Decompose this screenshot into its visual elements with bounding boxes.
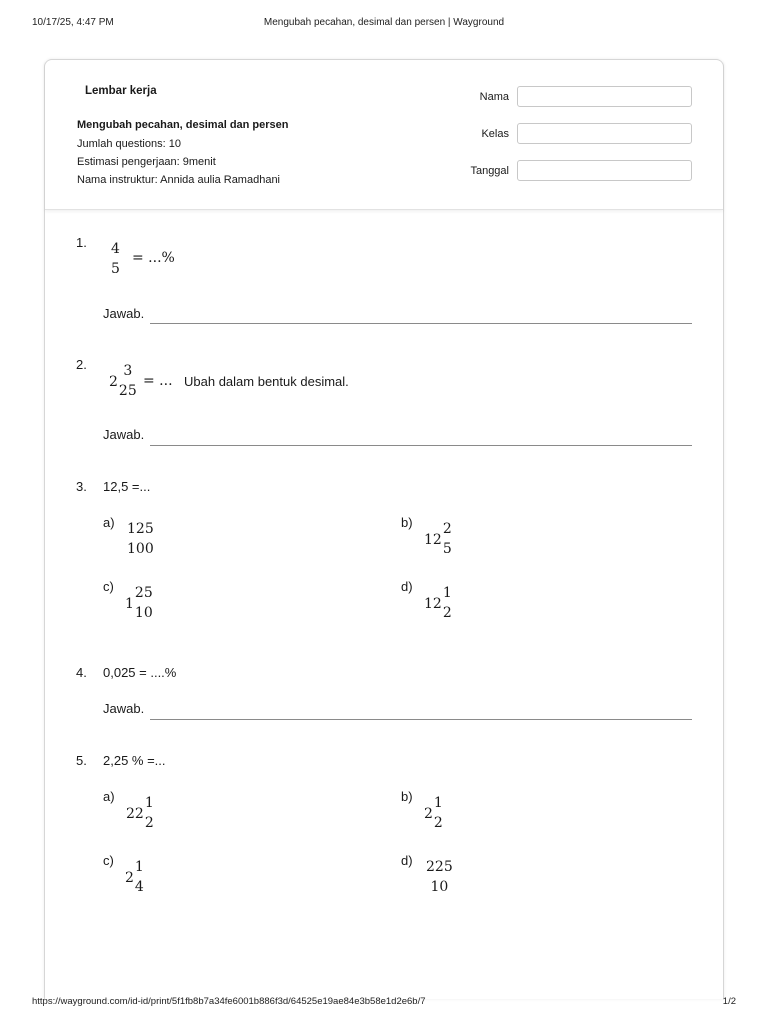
estimated-time: Estimasi pengerjaan: 9menit xyxy=(77,156,216,168)
question-3-number: 3. xyxy=(76,479,87,494)
question-1-expression: = ...% xyxy=(132,250,175,266)
questions-count: Jumlah questions: 10 xyxy=(77,138,181,150)
worksheet-title: Mengubah pecahan, desimal dan persen xyxy=(77,119,289,131)
question-1-fraction xyxy=(111,239,120,279)
fraction-numerator: 1 xyxy=(134,859,144,875)
question-1-answer-label: Jawab. xyxy=(103,306,145,321)
question-4-number: 4. xyxy=(76,665,87,680)
question-2-answer-line[interactable] xyxy=(150,445,692,446)
question-3-option-c-letter[interactable]: c) xyxy=(103,579,114,594)
print-header xyxy=(0,17,768,31)
date-label: Tanggal xyxy=(470,165,509,177)
question-4-answer-line[interactable] xyxy=(150,719,692,720)
question-5-option-b-letter[interactable]: b) xyxy=(401,789,413,804)
question-5-number: 5. xyxy=(76,753,87,768)
question-3-option-a-letter[interactable]: a) xyxy=(103,515,115,530)
question-4-text: 0,025 = ....% xyxy=(103,665,177,680)
fraction-numerator: 125 xyxy=(127,521,154,537)
fraction-numerator: 4 xyxy=(111,241,120,257)
fraction-denominator: 10 xyxy=(134,605,153,621)
question-2-expression: = ... xyxy=(143,373,173,389)
fraction-numerator: 1 xyxy=(144,795,154,811)
question-3-option-b-value[interactable] xyxy=(424,519,452,559)
question-3-option-a-value[interactable] xyxy=(127,519,154,559)
print-page-number: 1/2 xyxy=(722,996,736,1007)
fraction-numerator: 225 xyxy=(426,859,453,875)
question-3-text: 12,5 =... xyxy=(103,479,151,494)
print-page-title: Mengubah pecahan, desimal dan persen | Wayground xyxy=(263,17,505,28)
fraction-numerator: 2 xyxy=(442,521,452,537)
fraction-numerator: 3 xyxy=(123,363,133,379)
fraction-whole: 12 xyxy=(424,596,442,612)
worksheet-card xyxy=(44,59,724,999)
fraction-whole: 22 xyxy=(126,806,144,822)
fraction-numerator: 1 xyxy=(442,585,452,601)
worksheet-label: Lembar kerja xyxy=(85,85,157,97)
question-2-answer-label: Jawab. xyxy=(103,427,145,442)
question-5-option-b-value[interactable] xyxy=(424,793,443,833)
question-1-number: 1. xyxy=(76,235,87,250)
question-5-option-c-letter[interactable]: c) xyxy=(103,853,114,868)
fraction-numerator: 1 xyxy=(433,795,443,811)
fraction-denominator: 10 xyxy=(430,879,449,895)
class-field[interactable] xyxy=(517,123,692,144)
question-5-option-a-letter[interactable]: a) xyxy=(103,789,115,804)
fraction-denominator: 2 xyxy=(433,815,443,831)
date-field[interactable] xyxy=(517,160,692,181)
fraction-denominator: 5 xyxy=(442,541,452,557)
fraction-denominator: 4 xyxy=(134,879,144,895)
fraction-whole: 2 xyxy=(424,806,433,822)
fraction-numerator: 25 xyxy=(134,585,153,601)
fraction-denominator: 2 xyxy=(144,815,154,831)
question-1-answer-line[interactable] xyxy=(150,323,692,324)
worksheet-info-header xyxy=(45,60,723,210)
question-5-text: 2,25 % =... xyxy=(103,753,166,768)
question-3-option-d-value[interactable] xyxy=(424,583,452,623)
fraction-whole: 12 xyxy=(424,532,442,548)
fraction-whole: 1 xyxy=(125,596,134,612)
name-field[interactable] xyxy=(517,86,692,107)
question-5-option-d-value[interactable] xyxy=(426,857,453,897)
question-5-option-d-letter[interactable]: d) xyxy=(401,853,413,868)
question-3-option-b-letter[interactable]: b) xyxy=(401,515,413,530)
question-3-option-d-letter[interactable]: d) xyxy=(401,579,413,594)
class-label: Kelas xyxy=(481,128,509,140)
question-5-option-c-value[interactable] xyxy=(125,857,144,897)
question-2-text: Ubah dalam bentuk desimal. xyxy=(184,374,349,389)
question-5-option-a-value[interactable] xyxy=(126,793,154,833)
question-4-answer-label: Jawab. xyxy=(103,701,145,716)
instructor-name: Nama instruktur: Annida aulia Ramadhani xyxy=(77,174,281,186)
name-label: Nama xyxy=(479,91,509,103)
question-3-option-c-value[interactable] xyxy=(125,583,153,623)
fraction-denominator: 2 xyxy=(442,605,452,621)
fraction-whole: 2 xyxy=(125,870,134,886)
fraction-denominator: 100 xyxy=(127,541,154,557)
fraction-whole: 2 xyxy=(109,374,118,390)
print-url: https://wayground.com/id-id/print/5f1fb8b7a34fe6001b886f3d/64525e19ae84e3b58e1d2e6b/7 xyxy=(32,996,426,1007)
question-2-number: 2. xyxy=(76,357,87,372)
fraction-denominator: 25 xyxy=(118,383,137,399)
question-2-mixed-fraction xyxy=(109,361,137,401)
fraction-denominator: 5 xyxy=(111,261,120,277)
print-datetime: 10/17/25, 4:47 PM xyxy=(32,17,114,28)
